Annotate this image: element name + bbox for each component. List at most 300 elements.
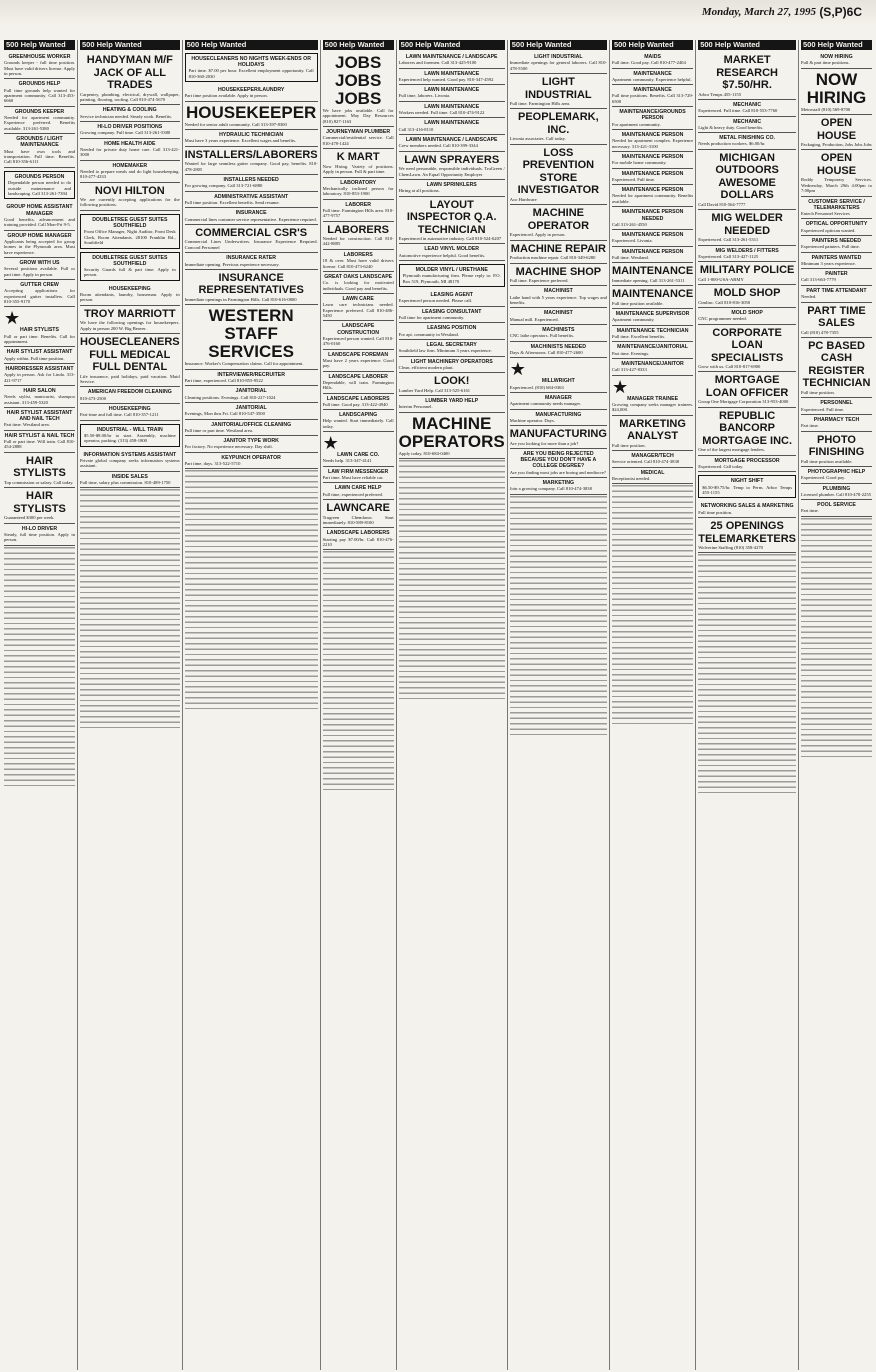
ad-body: Full time. Good pay. 313-422-4940 [322, 401, 388, 407]
ad-title: LOOK! [433, 375, 470, 388]
ad-title: LAYOUT INSPECTOR Q.A. TECHNICIAN [406, 198, 497, 236]
ad-body: Needed for apartment community. Experience preferred. Benefits available. 313-261-5380 [4, 115, 75, 131]
classified-ad [4, 431, 75, 453]
classified-ad [4, 408, 75, 431]
ad-title: MOLD SHOP [731, 309, 763, 316]
classified-ad [4, 171, 75, 199]
ad-title: PART TIME ATTENDANT [806, 287, 867, 294]
classified-ad [612, 286, 693, 309]
ad-body: Part time. Evenings. [611, 350, 650, 356]
ad-body: Apartment community. Experience helpful. [611, 76, 692, 82]
classified-ad [698, 325, 796, 373]
ad-title: MAINTENANCE [633, 87, 672, 94]
classified-ad [510, 286, 607, 308]
classified-ad [612, 376, 693, 416]
ad-body: Needed for senior adult community. Call 313-397-8300 [184, 121, 287, 127]
classified-ad [399, 290, 505, 307]
classified-ad [510, 241, 607, 264]
classified-ad [399, 373, 505, 396]
ad-title: LUMBER YARD HELP [425, 398, 479, 405]
classified-ad [185, 225, 318, 253]
classified-ad [399, 118, 505, 135]
classified-ad [399, 323, 505, 340]
classified-ad [185, 370, 318, 387]
ad-title: MANAGER [544, 394, 572, 401]
classified-ad [185, 192, 318, 209]
ad-title: PAINTER [825, 271, 848, 278]
ad-body: Roddy Temporary Services. Wednesday, March 29th 4:00pm to 7:00pm [801, 177, 872, 194]
ad-title: LEASING POSITION [427, 325, 477, 332]
ad-title: LAWN MAINTENANCE [424, 70, 480, 77]
ad-title: INSURANCE RATER [226, 255, 277, 262]
ad-body: We have jobs available. Call for appointment. May Day Resources (810) 827-1163 [322, 108, 394, 124]
ad-body: Apartment community needs manager. [509, 401, 581, 407]
classified-ad [323, 52, 394, 127]
classified-ad [801, 236, 872, 253]
ad-title: GROUP HOME ASSISTANT MANAGER [6, 204, 73, 217]
ad-title: HYDRAULIC TECHNICIAN [219, 132, 284, 139]
ad-body: Call David 810-564-7777 [698, 201, 746, 207]
ad-body: Several positions available. Full or part time. Apply in person. [4, 266, 75, 277]
ad-title: LIGHT INDUSTRIAL [525, 76, 592, 101]
ad-body: Wolverine Staffing (810) 358-4270 [698, 545, 763, 551]
classified-ad [698, 501, 796, 518]
ad-title: MAINTENANCE TECHNICIAN [616, 327, 689, 334]
ad-body: Full or part time. Benefits. Call for appointment. [4, 333, 75, 344]
ad-body: Experienced person wanted. Call 810-476-0160 [322, 335, 394, 347]
ad-body: Interim Personnel. [398, 404, 433, 410]
ad-title: PHOTO FINISHING [808, 433, 865, 459]
classified-ad [612, 52, 693, 69]
classified-ad [323, 467, 394, 484]
ad-title: MAINTENANCE [611, 288, 694, 301]
classified-ad [612, 185, 693, 207]
ad-title: NOW HIRING [806, 69, 867, 107]
classified-ad [323, 178, 394, 200]
classified-ad [612, 451, 693, 468]
ad-title: LEAD VINYL MOLDER [424, 246, 480, 253]
ad-body: Part time, days. 313-522-5710 [184, 460, 241, 466]
ad-body: Metrostaff (810) 569-8700 [801, 106, 851, 112]
classified-ad [185, 175, 318, 192]
classified-ad [510, 342, 607, 359]
classified-ad [323, 149, 394, 177]
ad-title: MANUFACTURING [535, 411, 582, 418]
ad-body: CNC lathe operators. Full benefits. [509, 333, 575, 339]
classified-ad [399, 152, 505, 180]
ad-body: Experienced. Apply in person. [509, 232, 566, 238]
classified-ad [698, 518, 796, 553]
ad-title: LAWN SPRAYERS [404, 153, 500, 166]
ad-title: LAWN MAINTENANCE [424, 87, 480, 94]
classified-ad [4, 524, 75, 546]
section-code: (S,P)6C [819, 5, 862, 19]
ad-title: HOUSECLEANERS FULL MEDICAL FULL DENTAL [80, 336, 180, 374]
classified-ad [4, 453, 75, 488]
classified-ad [185, 147, 318, 175]
classified-ad [612, 326, 693, 343]
ad-body: Needed for construction. Call 810-442-8885 [322, 236, 394, 247]
ad-body: Full & part time positions. [801, 60, 850, 66]
fine-print-texture [323, 550, 394, 790]
ad-body: Experienced help wanted. Good pay. 810-347-4592 [398, 76, 494, 82]
classified-ad [612, 169, 693, 186]
classified-ad [323, 432, 394, 467]
ad-title: METAL FINISHING CO. [719, 135, 775, 142]
ad-body: Workers needed. Full time. Call 810-474-9122 [398, 110, 485, 116]
classified-ad [698, 372, 796, 407]
ad-title: REPUBLIC BANCORP MORTGAGE INC. [702, 409, 793, 447]
ad-body: Experienced. Full time. Call 810-553-7760 [698, 108, 778, 114]
ad-body: Steady, full time position. Apply in person. [4, 531, 75, 543]
ad-body: Livonia associates. Call today. [509, 136, 566, 142]
ad-body: Carpentry, plumbing, electrical, drywall, wallpaper, painting, flooring, roofing. Call 810-474-5670 [80, 91, 180, 102]
ad-title: HAIRDRESSER ASSISTANT [5, 366, 74, 373]
ad-body: Lawn care technicians needed. Experience preferred. Call 810-486-5450 [322, 302, 394, 318]
ad-body: Private global company seeks information systems assistant. [80, 457, 180, 469]
ad-body: Licensed plumber. Call 810-478-2255 [801, 491, 871, 497]
classified-ad [698, 150, 796, 210]
classified-ad [185, 305, 318, 369]
ad-body: Experienced person needed. Please call. [398, 298, 473, 304]
classified-column [78, 40, 183, 1370]
ad-title: GROUNDS KEEPER [14, 108, 65, 115]
ad-body: One of the largest mortgage lenders. [698, 447, 765, 453]
classified-ad [510, 358, 607, 393]
ad-body: For mobile home community. [611, 160, 667, 166]
ad-body: Full time position available. [611, 300, 664, 306]
classified-ad [399, 307, 505, 324]
ad-title: HOUSEKEEPER [185, 102, 317, 122]
classified-ad [4, 386, 75, 408]
ad-title: MAIDS [644, 54, 661, 60]
classified-ad [80, 183, 180, 211]
ad-title: JANITORIAL [235, 388, 267, 395]
ad-title: MAINTENANCE [611, 265, 694, 278]
classified-ad [185, 403, 318, 420]
ad-title: MACHINE REPAIR [510, 242, 606, 255]
ad-body: Full time for apartment community. [398, 314, 465, 320]
classified-ad [399, 413, 505, 459]
ad-title: PEOPLEMARK, INC. [518, 111, 599, 136]
ad-title: LABORATORY [340, 179, 377, 186]
classified-ad [4, 107, 75, 134]
ad-title: HOUSEKEEPING [108, 285, 151, 292]
ad-title: LAWN MAINTENANCE / LANDSCAPE [405, 137, 498, 144]
ad-title: MARKET RESEARCH $7.50/HR. [716, 54, 778, 91]
ad-title: MACHINE SHOP [515, 265, 602, 278]
column-heading: 500 Help Wanted [4, 40, 75, 50]
classified-ad [323, 200, 394, 222]
ad-body: Automotive experience helpful. Good benefits. [398, 252, 486, 258]
ad-body: Full or part time. Will train. Call 810-454-2888 [4, 439, 75, 450]
ad-body: Part-time and full time. Call 810-357-1211 [80, 412, 159, 418]
ad-title: JOURNEYMAN PLUMBER [326, 129, 391, 136]
ad-body: Crew members needed. Call 810-399-3344 [398, 143, 478, 149]
ad-title: LANDSCAPING [339, 412, 378, 419]
classified-ad [80, 334, 180, 387]
ad-title: MARKETING [542, 480, 575, 487]
ad-body: For growing company. Call 313-721-6880 [184, 183, 263, 189]
ad-title: MOLD SHOP [713, 287, 781, 300]
ad-body: Machine operator. Days. [509, 417, 555, 423]
ad-body: Lathe hand with 5 years experience. Top wages and benefits. [509, 294, 607, 306]
classified-ad [801, 197, 872, 220]
ad-body: Immediate openings in Farmington Hills. Call 810-616-0800 [184, 296, 297, 302]
ad-title: JANITORIAL/OFFICE CLEANING [211, 421, 292, 428]
classified-ad [80, 122, 180, 139]
masthead [0, 0, 876, 40]
classified-ad [510, 264, 607, 287]
column-heading: 500 Help Wanted [323, 40, 394, 50]
ad-body: Call 313-427-8333 [611, 367, 647, 373]
classified-ad [4, 364, 75, 386]
classified-ad [801, 398, 872, 415]
classified-ad [399, 85, 505, 102]
ad-body: Grow with us. Call 810-817-6900 [698, 364, 761, 370]
ad-title: PC BASED CASH REGISTER TECHNICIAN [802, 339, 871, 390]
ad-title: GROUNDS PERSON [14, 173, 65, 180]
classified-ad [612, 230, 693, 247]
ad-body: Experienced. Good pay. [801, 475, 846, 481]
ad-body: 810-473-2500 [80, 395, 107, 401]
ad-body: Lumber Yard Help. Call 313-525-6161 [398, 387, 471, 393]
ad-title: HI-LO DRIVER [21, 525, 58, 532]
ad-body: Growing company seeks manager trainees. $24,000. [611, 401, 694, 413]
ad-body: We need personable, responsible individuals. TruGreen / ChemLawn. An Equal Opportunity Employer [398, 166, 505, 177]
ad-title: GREAT OAKS LANDSCAPE [324, 273, 393, 280]
classified-ad [80, 139, 180, 161]
ad-title: GREENHOUSE WORKER [8, 54, 71, 60]
classified-ad [698, 408, 796, 456]
ad-title: MAINTENANCE PERSON [621, 187, 684, 194]
classified-ad [801, 415, 872, 432]
classified-ad [4, 231, 75, 258]
ad-body: Part time. [801, 508, 819, 514]
ad-title: GROUNDS / LIGHT MAINTENANCE [16, 136, 63, 149]
ad-body: Call 313-663-7779 [801, 277, 836, 283]
ad-title: MAINTENANCE [633, 70, 672, 77]
ad-body: Experienced painters. Full time. [801, 244, 860, 250]
ad-title: PLUMBING [822, 485, 851, 492]
ad-body: We have the following openings for housekeepers. Apply in person 200 W. Big Beaver. [80, 320, 180, 331]
ad-body: Apply today. 810-684-0400 [398, 450, 450, 456]
ad-body: Needed for apartment complex. Experience necessary. 313-421-3100 [611, 138, 694, 149]
ad-body: Light & heavy duty. Good benefits. [698, 124, 764, 130]
ad-title: MAINTENANCE/GROUNDS PERSON [619, 109, 686, 122]
ad-body: Wanted for large seamless gutter company. Good pay, benefits. 810-478-2805 [184, 161, 318, 172]
classified-ad [801, 69, 872, 115]
ad-body: Now Hiring. Variety of positions. Apply in person. Full & part time. [322, 163, 394, 175]
classified-ad [801, 467, 872, 484]
star-icon: ★ [509, 359, 526, 380]
ad-body: Group One Mortgage Corporation 313-953-4000 [698, 399, 789, 405]
classified-ad [698, 246, 796, 263]
ad-title: LABORERS [327, 223, 390, 236]
ad-title: LIGHT INDUSTRIAL [534, 54, 583, 60]
classified-ad [80, 284, 180, 306]
classified-ad [510, 109, 607, 144]
ad-body: Call 313-261-4550 [611, 221, 647, 227]
classified-ad [185, 208, 318, 225]
classified-ad [399, 264, 505, 287]
ad-body: $6.50-$9.75/hr. Temp to Perm. Arbor Temps 455-1155 [702, 484, 792, 496]
ad-title: INSIDE SALES [111, 473, 148, 480]
ad-title: MAINTENANCE PERSON [621, 132, 684, 139]
ad-body: Cimlinc. Call 810-816-3050 [698, 299, 751, 305]
classified-ad [80, 404, 180, 421]
classified-ad [801, 484, 872, 501]
ad-title: OPEN HOUSE [816, 152, 857, 177]
column-heading: 500 Help Wanted [698, 40, 796, 50]
ad-title: LAWN CARE HELP [334, 485, 382, 492]
ad-body: Service technician needed. Steady work. Benefits. [80, 113, 173, 119]
classified-ad [185, 436, 318, 453]
ad-body: Experienced optician wanted. [801, 227, 856, 233]
ad-body: Full time. Good pay. Call 810-477-2404 [611, 60, 686, 66]
ad-body: Evenings, Mon thru Fri. Call 810-547-3500 [184, 411, 265, 417]
ad-body: $5.50-$8.00/hr to start. Assembly, machine operator, packing. (313) 458-1800 [84, 432, 176, 444]
dateline: Monday, March 27, 1995 [701, 6, 816, 18]
ad-title: NOVI HILTON [94, 184, 165, 197]
classified-ad [510, 393, 607, 410]
ad-title: PHOTOGRAPHIC HELP [807, 468, 866, 475]
ad-body: Full time. Excellent benefits. [611, 333, 666, 339]
classified-ad [801, 150, 872, 196]
ad-title: OPTICAL OPPORTUNITY [805, 221, 868, 228]
classified-ad [399, 135, 505, 152]
classified-ad [323, 222, 394, 250]
ad-body: Part time. Must have reliable car. [322, 475, 384, 481]
column-heading: 500 Help Wanted [801, 40, 872, 50]
ad-title: MAINTENANCE PERSON NEEDED [621, 209, 684, 222]
ad-title: MANUFACTURING [509, 428, 607, 441]
ad-title: ADMINISTRATIVE ASSISTANT [214, 193, 289, 200]
ad-title: LAWN CARE [342, 295, 374, 302]
classified-column [799, 40, 874, 1370]
ad-title: MANAGER/TECH [631, 453, 674, 459]
ad-title: PAINTERS NEEDED [812, 238, 861, 245]
classified-ad [185, 130, 318, 147]
fine-print-texture [185, 469, 318, 709]
classified-ad [399, 396, 505, 413]
ad-title: MACHINISTS NEEDED [530, 343, 587, 350]
ad-body: Good benefits, advancement and training provided. Call Mon-Fri 9-5. [4, 216, 75, 228]
ad-body: Needs stylist, manicurist, shampoo assistant. 313-459-5320 [4, 394, 75, 405]
classified-ad [323, 127, 394, 149]
classified-ad [80, 161, 180, 183]
classified-ad [510, 145, 607, 205]
column-heading: 500 Help Wanted [185, 40, 318, 50]
ad-title: NETWORKING SALES & MARKETING [700, 503, 794, 510]
classified-ad [510, 410, 607, 427]
classified-column [397, 40, 508, 1370]
ad-body: Needs production workers. $6.00/hr. [698, 141, 766, 147]
classified-ad [612, 107, 693, 130]
classified-ad [80, 214, 180, 249]
ad-title: NIGHT SHIFT [730, 478, 764, 485]
fine-print-texture [612, 484, 693, 724]
ad-title: MILITARY POLICE [699, 264, 795, 277]
ad-title: MIG WELDERS / FITTERS [715, 247, 779, 254]
ad-title: LANDSCAPE FOREMAN [328, 351, 389, 358]
ad-title: MAINTENANCE PERSON [621, 154, 684, 161]
classified-ad [698, 262, 796, 285]
classified-ad [612, 247, 693, 264]
ad-body: For apartment community. [611, 121, 661, 127]
star-icon: ★ [322, 433, 339, 454]
ad-body: Part time, experienced. Call 810-855-9522 [184, 377, 263, 383]
ad-body: For apt. community in Westland. [398, 331, 459, 337]
ad-body: Help wanted. Start immediately. Call today. [322, 418, 394, 429]
ad-body: Needed. [801, 294, 817, 300]
classified-ad [80, 105, 180, 122]
ad-title: MICHIGAN OUTDOORS AWESOME DOLLARS [715, 151, 779, 202]
classified-ad [399, 357, 505, 374]
classified-ad [80, 387, 180, 404]
classified-column [2, 40, 78, 1370]
classified-ad [399, 244, 505, 261]
ad-body: Front Office Manager, Night Auditor, Front Desk Clerk, Room Attendants. 28100 Franklin Rd., Southfield [84, 229, 176, 246]
ad-title: HAIR STYLIST ASSISTANT AND NAIL TECH [6, 410, 73, 423]
ad-body: Starting pay $7.00/hr. Call 810-476-2210 [322, 536, 394, 547]
ad-body: Immediate openings for general laborers. Call 810-478-5500 [509, 60, 607, 71]
ad-title: AMERICAN FREEDOM CLEANING [87, 389, 172, 396]
ad-title: MACHINE OPERATOR [527, 207, 590, 232]
column-heading: 500 Help Wanted [510, 40, 607, 50]
ad-body: Experienced. Full time. [801, 406, 845, 412]
classified-ad [801, 286, 872, 303]
classified-ad [80, 52, 180, 105]
ad-body: Commercial Lines Underwriters. Insurance Experience Required. Concord Personnel [184, 239, 318, 250]
ad-body: Accepting applications for experienced gutter installers. Call 810-355-9170 [4, 288, 75, 304]
ad-title: LAWNCARE [326, 502, 390, 515]
ad-title: WESTERN STAFF SERVICES [208, 306, 294, 362]
ad-body: Top commission or salary. Call today. [4, 479, 74, 485]
ad-body: Room attendants, laundry, houseman. Apply in person. [80, 291, 180, 303]
classified-ad [4, 307, 75, 347]
ad-body: Days & Afternoons. Call 810-477-2600 [509, 349, 583, 355]
ad-body: Commercial/residential service. Call 810-478-1424 [322, 135, 394, 146]
classified-ad [185, 85, 318, 102]
ad-body: Part time. Westland area. [4, 422, 50, 428]
classified-ad [698, 117, 796, 134]
classified-ad [323, 500, 394, 528]
classified-ad [185, 453, 318, 470]
ad-title: INDUSTRIAL - WILL TRAIN [96, 426, 163, 433]
ad-body: Part time position available. Apply in person. [184, 93, 268, 99]
ad-body: Dependable person needed to do outside maintenance and landscaping. Call 313-261-7394 [8, 180, 71, 196]
classified-ad [698, 52, 796, 100]
ad-title: MANAGER TRAINEE [627, 395, 679, 402]
ad-body: Full time grounds help wanted for apartment community. Call 313-453-6660 [4, 87, 75, 104]
ad-body: Full time or part time. Westland area. [184, 427, 254, 433]
classified-ad [4, 134, 75, 168]
ad-body: Minimum 3 years experience. [801, 260, 856, 266]
column-heading: 500 Help Wanted [80, 40, 180, 50]
ad-title: DOUBLETREE GUEST SUITES SOUTHFIELD [92, 254, 168, 267]
ad-body: Experienced. Call 313-261-5311 [698, 237, 759, 243]
column-heading: 500 Help Wanted [612, 40, 693, 50]
ad-body: Arbor Temps 455-1155 [698, 91, 742, 97]
classified-ad [399, 197, 505, 245]
classified-ad [323, 410, 394, 432]
ad-body: Part time. $7.00 per hour. Excellent employment opportunity. Call 810-360-2030 [188, 68, 314, 79]
classified-ad [510, 205, 607, 240]
ad-body: Experienced. (810) 684-0363 [509, 384, 564, 390]
classified-ad [612, 85, 693, 107]
ad-title: HEATING & COOLING [102, 107, 157, 114]
